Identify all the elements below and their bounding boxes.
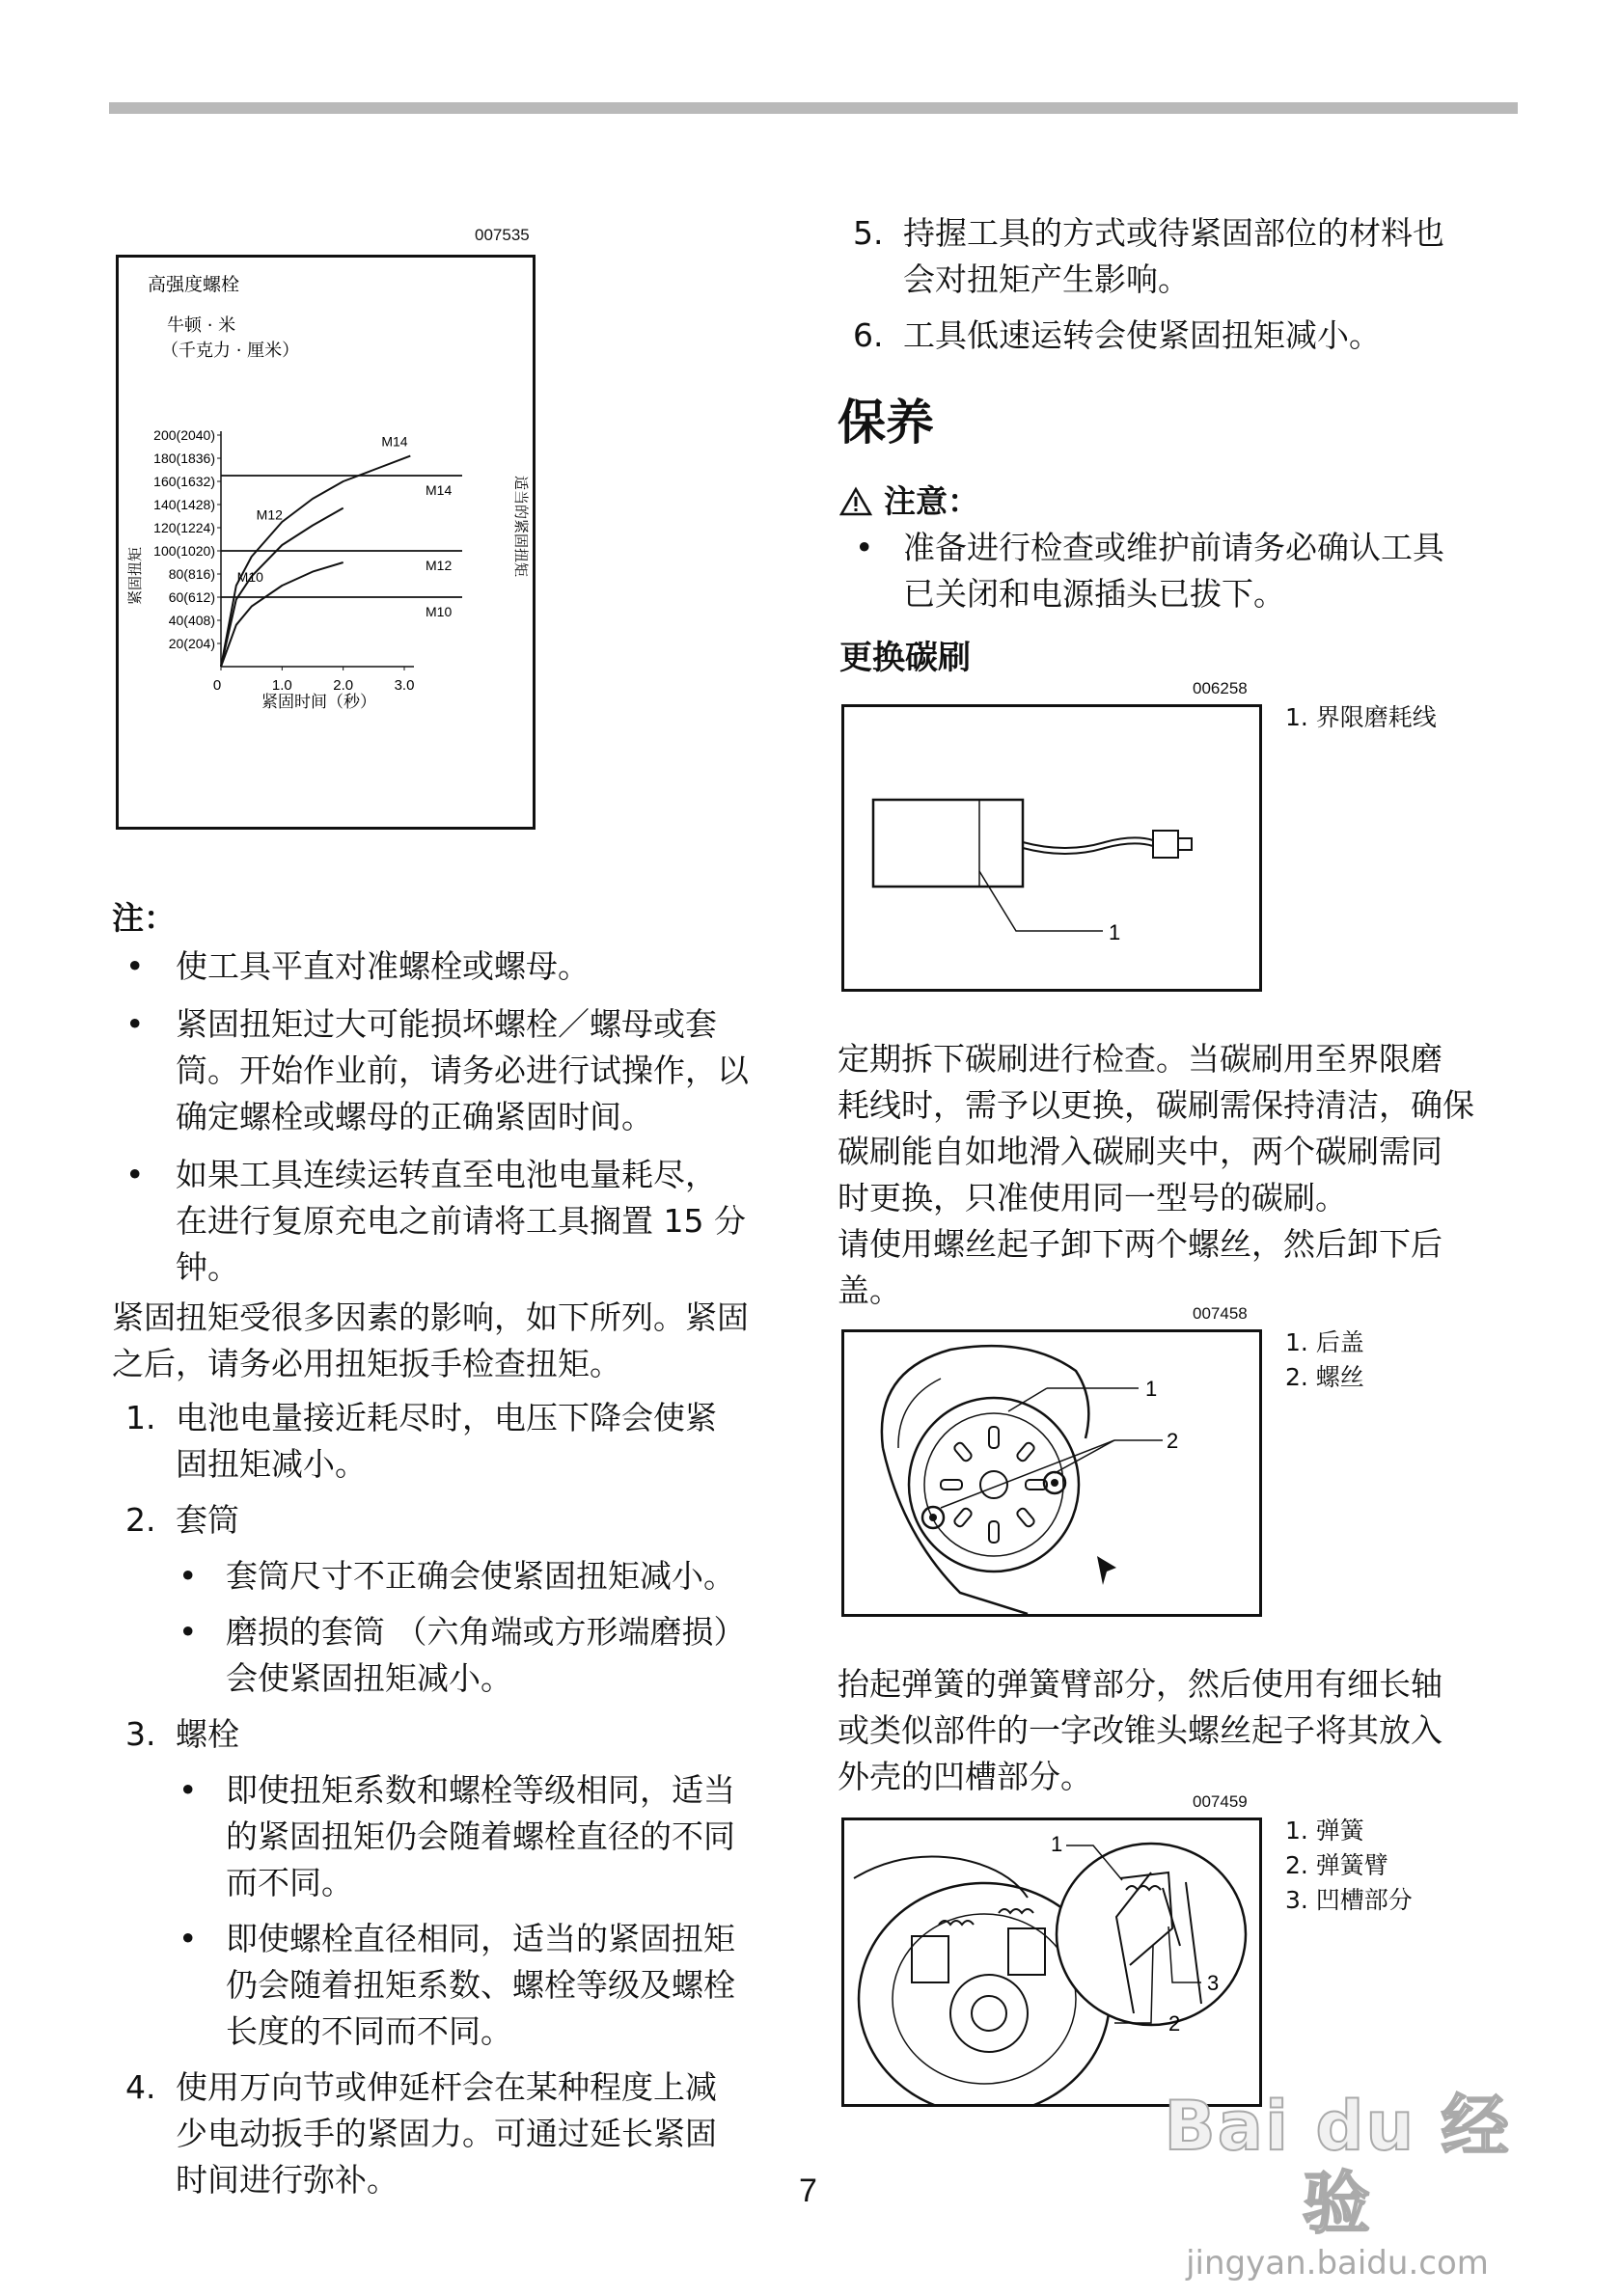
fig2-callout-2: 2 [1167,1429,1179,1453]
rear-cover-figure [841,1329,1262,1617]
y-tick-label: 20(204) [168,636,215,651]
watermark-url: jingyan.baidu.com [1186,2244,1489,2282]
sub-bullet-line: 即使螺栓直径相同，适当的紧固扭矩 [226,1920,735,1957]
brush-para-line: 耗线时，需予以更换，碳刷需保持清洁，确保 [838,1086,1474,1124]
bullet-dot: • [125,1156,145,1193]
sub-bullet-line: 磨损的套筒 （六角端或方形端磨损） [226,1613,746,1651]
warning-triangle-icon [839,486,872,517]
series-line [221,508,343,667]
sub-bullet-line: 即使扭矩系数和螺栓等级相同，适当 [226,1771,735,1809]
bullet-dot: • [125,1005,145,1043]
note-bullet-line: 筒。开始作业前，请务必进行试操作，以 [176,1052,749,1089]
sub-bullet-dot: • [179,1613,198,1651]
item-number: 3. [125,1715,156,1753]
y-tick-label: 60(612) [168,589,215,605]
cover-para-line: 盖。 [838,1271,901,1309]
sub-bullet-line: 仍会随着扭矩系数、螺栓等级及螺栓 [226,1966,735,2004]
spring-drawing [844,1820,1259,2104]
y-tick-label: 140(1428) [153,497,215,512]
item-line: 固扭矩减小。 [176,1445,367,1483]
section-title: 保养 [838,395,934,451]
watermark-logo: Bai du 经验 [1164,2087,1511,2243]
sub-bullet-dot: • [179,1557,198,1595]
fig2-captions [1285,1326,1364,1395]
item-line: 螺栓 [176,1715,239,1753]
page-number: 7 [799,2173,817,2209]
item-line: 时间进行弥补。 [176,2161,398,2199]
spring-figure [841,1818,1262,2107]
torque-chart-frame [116,255,536,830]
caution-line: 已关闭和电源插头已拔下。 [903,575,1285,613]
sub-bullet-dot: • [179,1771,198,1809]
fig1-captions [1285,700,1437,735]
fig3-callout-3: 3 [1207,1971,1220,1995]
cover-para-line: 请使用螺丝起子卸下两个螺丝，然后卸下后 [838,1225,1442,1263]
factors-para-line: 之后，请务必用扭矩扳手检查扭矩。 [112,1345,621,1382]
y-tick-label: 180(1836) [153,451,215,466]
note-bullet-line: 钟。 [176,1248,239,1286]
item-number: 5. [853,214,884,252]
fig2-code: 007458 [1193,1304,1248,1323]
chart-right-label: 适当的紧固扭矩 [512,476,530,578]
carbon-brush-drawing [844,707,1259,989]
baidu-watermark [1144,2088,1530,2284]
item-line: 套筒 [176,1501,239,1539]
subsection-title: 更换碳刷 [839,639,971,677]
caption-line: 1. 弹簧 [1285,1817,1364,1845]
y-tick-label: 200(2040) [153,427,215,443]
item-line: 使用万向节或伸延杆会在某种程度上减 [176,2068,717,2106]
note-bullet-line: 在进行复原充电之前请将工具搁置 15 分 [176,1202,746,1240]
y-tick-label: 40(408) [168,613,215,628]
caption-line: 2. 螺丝 [1285,1363,1364,1391]
rear-cover-drawing [844,1332,1259,1614]
brush-para-line: 定期拆下碳刷进行检查。当碳刷用至界限磨 [838,1040,1442,1078]
y-tick-label: 100(1020) [153,543,215,559]
chart-ylabel: 紧固扭矩 [126,546,144,605]
caution-label: 注意： [884,482,979,520]
caution-row [839,478,979,525]
sub-bullet-line: 的紧固扭矩仍会随着螺栓直径的不同 [226,1818,735,1855]
brush-para-line: 碳刷能自如地滑入碳刷夹中，两个碳刷需同 [838,1133,1442,1170]
series-label: M14 [381,433,408,450]
fig1-code: 006258 [1193,679,1248,697]
note-heading: 注： [112,899,176,937]
x-tick-label: 3.0 [394,677,415,694]
y-tick-label: 120(1224) [153,520,215,535]
fig3-callout-2: 2 [1168,2011,1181,2036]
y-tick-label: 80(816) [168,566,215,582]
item-line: 会对扭矩产生影响。 [903,260,1190,298]
caption-line: 3. 凹槽部分 [1285,1886,1413,1914]
brush-para-line: 时更换，只准使用同一型号的碳刷。 [838,1179,1347,1216]
fig1-callout: 1 [1109,920,1121,944]
item-number: 4. [125,2068,156,2106]
note-bullet-line: 确定螺栓或螺母的正确紧固时间。 [176,1098,653,1135]
fig3-code: 007459 [1193,1792,1248,1811]
reference-line-label: M14 [426,482,453,498]
item-line: 少电动扳手的紧固力。可通过延长紧固 [176,2115,717,2152]
note-bullet-line: 如果工具连续运转直至电池电量耗尽， [176,1156,717,1193]
note-bullet-line: 使工具平直对准螺栓或螺母。 [176,947,590,985]
torque-chart [119,258,533,827]
reference-line-label: M12 [426,558,453,573]
item-line: 持握工具的方式或待紧固部位的材料也 [903,214,1444,252]
item-number: 2. [125,1501,156,1539]
caption-line: 1. 后盖 [1285,1328,1364,1356]
spring-para-line: 或类似部件的一字改锥头螺丝起子将其放入 [838,1711,1442,1749]
item-number: 6. [853,316,884,354]
factors-para-line: 紧固扭矩受很多因素的影响，如下所列。紧固 [112,1298,749,1336]
spring-para-line: 抬起弹簧的弹簧臂部分，然后使用有细长轴 [838,1665,1442,1703]
series-label: M12 [256,506,283,523]
caution-bullet-dot: • [855,529,874,566]
x-tick-label: 1.0 [271,677,292,694]
chart-unit-line1: 牛顿 · 米 [167,315,236,336]
item-number: 1. [125,1399,156,1436]
bullet-dot: • [125,947,145,985]
sub-bullet-line: 会使紧固扭矩减小。 [226,1659,512,1697]
caution-line: 准备进行检查或维护前请务必确认工具 [903,529,1444,566]
chart-code: 007535 [475,226,530,244]
sub-bullet-line: 套筒尺寸不正确会使紧固扭矩减小。 [226,1557,735,1595]
chart-title: 高强度螺栓 [148,274,240,295]
top-rule [109,102,1518,114]
sub-bullet-line: 而不同。 [226,1864,353,1901]
caption-line: 2. 弹簧臂 [1285,1851,1388,1879]
x-tick-label: 0 [212,677,222,694]
item-line: 工具低速运转会使紧固扭矩减小。 [903,316,1381,354]
note-bullet-line: 紧固扭矩过大可能损坏螺栓／螺母或套 [176,1005,717,1043]
x-tick-label: 2.0 [333,677,354,694]
fig2-callout-1: 1 [1145,1377,1158,1401]
caption-line: 1. 界限磨耗线 [1285,703,1437,731]
item-line: 电池电量接近耗尽时，电压下降会使紧 [176,1399,717,1436]
reference-line-label: M10 [426,604,453,619]
series-line [221,456,410,667]
spring-para-line: 外壳的凹槽部分。 [838,1758,1092,1795]
sub-bullet-line: 长度的不同而不同。 [226,2012,512,2050]
series-label: M10 [236,569,263,585]
fig3-captions [1285,1814,1413,1918]
chart-unit-line2: （千克力 · 厘米） [161,341,300,361]
fig3-callout-1: 1 [1051,1832,1063,1856]
sub-bullet-dot: • [179,1920,198,1957]
y-tick-label: 160(1632) [153,474,215,489]
carbon-brush-figure [841,704,1262,992]
chart-xlabel: 紧固时间（秒） [261,693,376,712]
